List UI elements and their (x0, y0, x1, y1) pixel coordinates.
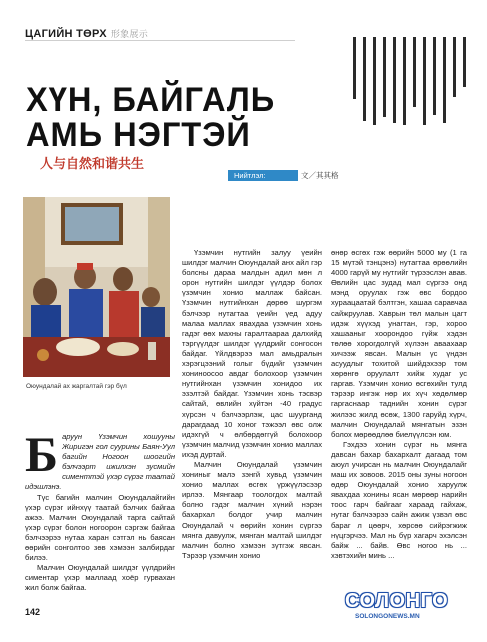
article-column-2 (182, 248, 322, 561)
author-tag: Нийтлэл: ЦЭВЭГ (228, 170, 298, 181)
header-divider (25, 40, 295, 41)
section-title-cn: 形象展示 (110, 29, 149, 39)
title-line-2: АМЬ НЭГТЭЙ (26, 116, 251, 154)
script-column (363, 37, 366, 121)
script-column (383, 37, 386, 117)
author-cn: 文／其其格 (301, 171, 339, 180)
script-column (393, 37, 396, 123)
script-column (453, 37, 456, 97)
page-number: 142 (25, 607, 41, 617)
logo-url: SOLONGONEWS.MN (355, 613, 420, 620)
photo-caption: Оюундалай ах жаргалтай гэр бүл (26, 383, 127, 390)
article-column-1 (25, 426, 175, 594)
lead-paragraph: аруун Үзэмчин хошууны Жиригэн гол суурины Баян-Уул бaгийн Ногоон шоогийн бэлчээрт ижилхэн зусмийн сименттэй үхэр сүрэг таатай идэшлэнэ. (25, 432, 175, 492)
paragraph: Малчин Оюундалай шилдэг үүлдрийн симентар үхэр маллаад хоёр гурвахан жил болж байгаа. (25, 563, 175, 593)
publisher-logo (345, 590, 465, 630)
vertical-mongolian-script (350, 37, 468, 125)
logo-wordmark: СОЛОНГО (345, 590, 449, 612)
section-title: ЦАГИЙН ТӨРХ (25, 28, 107, 40)
author-line (228, 170, 339, 191)
script-column (353, 37, 356, 99)
script-column (413, 37, 416, 107)
script-column (463, 37, 466, 87)
script-column (443, 37, 446, 123)
article-subtitle: 人与自然和谐共生 (40, 156, 145, 171)
article-column-3 (331, 248, 467, 561)
paragraph: өнөр өсгөх гэж өөрийн 5000 му (1 га 15 мүтэй тэнцэнэ) нутагтаа өрөөлийн 4000 гарүй му нутгийг түрээслэн авав. Өвлийн цас зудад мал сүргээ онд мэнд оруулах гэж өвс бордоо хураацаатай бэлтгэн, хашаа саравчаа сайжруулав. Хаврын төл малын цагт идэж хүүхэд унагтан, гэр, хороо хашааныг хоорондоо гүйж хэдэн төлөө хорогдолгүй хүлээн аваахаар хичээж явсан. Малын үс үндэн асуудлыг тохитой шийдэхээр том хөрөнгө оруулалт хийж худаг ус гаргав. Үзэмчин хонио өсгөхийн тулд тэрээр ингэж нөр их хүч хөдөлмөр гаргаснаар таднийн хонин сүрэг жилээс жилд өсөж, 1300 гаруйд хүрч, малчин Оюундалай мянгатын эзэн болох мөрөөдлөө биелүүлсэн юм. (331, 248, 467, 439)
family-photo-image (23, 197, 170, 377)
family-photo (23, 197, 170, 377)
title-line-1: ХҮН, БАЙГАЛЬ (26, 81, 276, 119)
paragraph: Үзэмчин нутгийн залуу үеийн шилдэг малчин Оюундалай анх айл гэр болсны дараа малдын адил мөн л орон нутгийн шилдэг үүлдэр болох үзэмчин хонио маллаж байсан. Үзэмчин нутгийнхан дөрөө шургэм бэлчээр нутагтаа үеийн үед адуу малаа маллах явахдаа үзэмчин хонь гадэг өөх махны гаралтаараа далхийд тэргүүлдэг шилдэг үүлдрийг сонгосон байдаг. Үйлдвэрээ мал амьдралын хэрэгцээний голыг бүдийг үзэмчин хониноосоо авдаг болохоор үзэмчин нутгийнхан үзэмчин хонидоо их эзэлтэй байдаг. Үзэмчин хонь тэсвэр сайтай, өвлийн хүйтэн -40 градус хүрсэн ч бэлчээрлэж, цас шуурганд дарагдаад 10 хоног тэжээл өвс олж идэхгүй ч өлбөрдөггүй болохоор үзэмчин малчид үзэмчин хонио маллах ихэд дуртай. (182, 248, 322, 459)
paragraph: Түс багийн малчин Оюундалайгийн үхэр сүрэг ийнхүү таатай бэлчих байгаа ажээ. Малчин Оюундалай тарга сайтай үхэр сүрэг болон ногоорон сэргэж байгаа бэлчээрээ нутаа харан сэтгэл нь баясан өөрийн сонголтоо зөв хэмээн залбирдаг билээ. (25, 492, 175, 563)
paragraph: Малчин Оюундалай үзэмчин хониныг малэ зэнгй хувьд үзэмчин хонио маллах өсгөх үржүүлэсээр ирлээ. Мянгаар тоологдох малтай болно гэдэг малчин хүний нэрэн бахархал болдог учир малчин Оюундалай ч өөрийн хонин сүргээ мянга давуулж, мянган малтай шилдэг малчин болно хэмээн зүтгэж явсан. Тэрээр үзэмчин хонио (182, 459, 322, 560)
script-column (403, 37, 406, 125)
article-title (26, 83, 275, 153)
paragraph: Гэхдээ хонин сүрэг нь мянга давсан бахар бахархалт дагаад том аюул учирсан нь малчин Оюундалайг маш их зовоов. 2015 оны зуны ногоон өдөр Оюундалай хонио харуулж явахдаа хонины ясан мөрөөр нарийн тоос гарч байгааг хараад гайхаж, нутаг бэлчээрээ сайн ажиж үзвэл өвс бараг л цөөрч, хөрсөө сийрэгжиж нүцгэрчээ. Мал нь бүр хагарч эхэлсэн байж ... байв. Өвс ногоо нь ... хэвтэхийн минь ... (331, 439, 467, 560)
script-column (423, 37, 426, 125)
drop-cap: Б (25, 426, 59, 482)
script-column (373, 37, 376, 125)
script-column (433, 37, 436, 115)
section-header (25, 27, 148, 40)
